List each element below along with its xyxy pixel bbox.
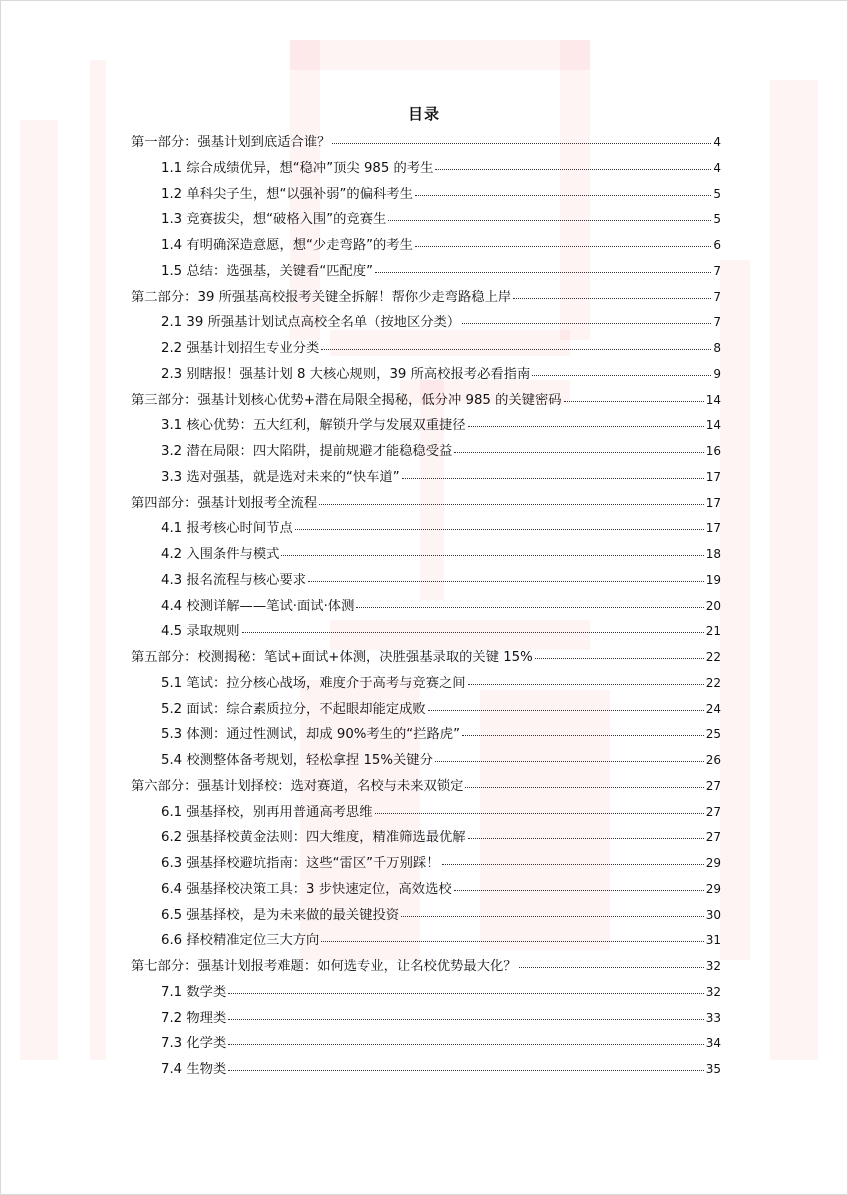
toc-dot-leader xyxy=(519,953,704,968)
toc-entry-title: 5.3 体测：通过性测试，却成 90%考生的“拦路虎” xyxy=(161,727,460,743)
toc-page-number: 25 xyxy=(705,727,721,742)
toc-page-number: 27 xyxy=(705,804,721,819)
toc-page-number: 31 xyxy=(705,933,721,948)
toc-entry-title: 第四部分：强基计划报考全流程 xyxy=(131,495,318,511)
toc-page-number: 9 xyxy=(713,366,721,381)
toc-entry-title: 5.4 校测整体备考规划，轻松拿捏 15%关键分 xyxy=(161,753,433,768)
toc-entry-title: 2.2 强基计划招生专业分类 xyxy=(161,341,320,356)
toc-dot-leader xyxy=(442,850,704,865)
toc-page-number: 19 xyxy=(705,572,721,587)
toc-subsection-entry[interactable] xyxy=(161,543,721,563)
toc-entry-title: 1.4 有明确深造意愿，想“少走弯路”的考生 xyxy=(161,238,413,253)
toc-entry-title: 第六部分：强基计划择校：选对赛道，名校与未来双锁定 xyxy=(131,778,464,794)
toc-dot-leader xyxy=(332,129,711,144)
toc-section-entry[interactable] xyxy=(131,286,721,306)
toc-entry-title: 6.1 强基择校，别再用普通高考思维 xyxy=(161,804,373,820)
toc-dot-leader xyxy=(535,644,704,659)
toc-page-number: 14 xyxy=(705,418,721,433)
toc-subsection-entry[interactable] xyxy=(161,363,721,383)
toc-entry-title: 7.3 化学类 xyxy=(161,1036,227,1052)
toc-dot-leader xyxy=(435,747,704,762)
toc-page-number: 5 xyxy=(713,186,721,201)
toc-dot-leader xyxy=(402,464,704,479)
toc-subsection-entry[interactable] xyxy=(161,620,721,640)
toc-entry-title: 6.5 强基择校，是为未来做的最关键投资 xyxy=(161,907,400,923)
toc-subsection-entry[interactable] xyxy=(161,904,721,924)
toc-dot-leader xyxy=(468,670,704,685)
toc-page-number: 8 xyxy=(713,341,721,355)
toc-dot-leader xyxy=(454,438,703,453)
toc-subsection-entry[interactable] xyxy=(161,440,721,460)
toc-subsection-entry[interactable] xyxy=(161,208,721,228)
toc-dot-leader xyxy=(468,412,704,427)
toc-page-number: 20 xyxy=(705,598,721,613)
toc-subsection-entry[interactable] xyxy=(161,852,721,872)
toc-section-entry[interactable] xyxy=(131,492,721,512)
toc-entry-title: 第一部分：强基计划到底适合谁？ xyxy=(131,135,331,150)
toc-subsection-entry[interactable] xyxy=(161,311,721,331)
toc-dot-leader xyxy=(321,927,703,942)
toc-dot-leader xyxy=(308,567,704,582)
toc-subsection-entry[interactable] xyxy=(161,234,721,254)
toc-subsection-entry[interactable] xyxy=(161,749,721,769)
toc-page-number: 16 xyxy=(705,444,721,458)
toc-page-number: 7 xyxy=(713,289,721,304)
toc-page-number: 22 xyxy=(705,650,721,664)
toc-entry-title: 4.2 入围条件与模式 xyxy=(161,547,280,562)
toc-page-number: 4 xyxy=(713,160,721,175)
toc-entry-title: 3.1 核心优势：五大红利，解锁升学与发展双重捷径 xyxy=(161,418,466,434)
toc-page-number: 32 xyxy=(705,959,721,973)
toc-dot-leader xyxy=(319,490,704,505)
toc-page-number: 4 xyxy=(713,135,721,149)
toc-entry-title: 第七部分：强基计划报考难题：如何选专业，让名校优势最大化？ xyxy=(131,959,517,974)
toc-subsection-entry[interactable] xyxy=(161,414,721,434)
toc-page-number: 29 xyxy=(705,881,721,896)
toc-dot-leader xyxy=(228,1030,703,1045)
toc-page-number: 17 xyxy=(705,469,721,484)
toc-entry-title: 1.2 单科尖子生，想“以强补弱”的偏科考生 xyxy=(161,186,413,202)
toc-section-entry[interactable] xyxy=(131,389,721,409)
toc-entry-title: 4.3 报名流程与核心要求 xyxy=(161,572,307,588)
toc-entry-title: 2.3 别瞎报！强基计划 8 大核心规则，39 所高校报考必看指南 xyxy=(161,366,531,382)
toc-dot-leader xyxy=(375,258,711,273)
toc-dot-leader xyxy=(415,181,711,196)
toc-page-number: 14 xyxy=(705,392,721,407)
toc-page-number: 26 xyxy=(705,753,721,767)
toc-dot-leader xyxy=(375,799,704,814)
toc-page-number: 17 xyxy=(705,495,721,510)
toc-dot-leader xyxy=(428,696,704,711)
toc-entry-title: 3.2 潜在局限：四大陷阱，提前规避才能稳稳受益 xyxy=(161,444,453,459)
toc-subsection-entry[interactable] xyxy=(161,183,721,203)
toc-subsection-entry[interactable] xyxy=(161,1007,721,1027)
toc-dot-leader xyxy=(242,618,704,633)
toc-title: 目录 xyxy=(407,105,440,123)
toc-entry-title: 6.2 强基择校黄金法则：四大维度，精准筛选最优解 xyxy=(161,830,466,846)
toc-page-number: 24 xyxy=(705,701,721,716)
toc-entry-title: 4.5 录取规则 xyxy=(161,624,240,640)
toc-subsection-entry[interactable] xyxy=(161,698,721,718)
toc-page-number: 7 xyxy=(713,315,721,330)
toc-page-number: 33 xyxy=(705,1010,721,1025)
toc-entry-title: 7.1 数学类 xyxy=(161,984,227,1000)
toc-entry-title: 1.5 总结：选强基，关键看“匹配度” xyxy=(161,263,374,279)
toc-dot-leader xyxy=(462,721,704,736)
toc-entry-title: 7.2 物理类 xyxy=(161,1010,227,1026)
toc-subsection-entry[interactable] xyxy=(161,595,721,615)
toc-page-number: 32 xyxy=(705,984,721,999)
toc-subsection-entry[interactable] xyxy=(161,157,721,177)
toc-page-number: 6 xyxy=(713,238,721,252)
toc-page-number: 29 xyxy=(705,856,721,870)
toc-dot-leader xyxy=(281,541,703,556)
toc-page-number: 5 xyxy=(713,212,721,227)
toc-dot-leader xyxy=(454,876,704,891)
toc-subsection-entry[interactable] xyxy=(161,260,721,280)
toc-subsection-entry[interactable] xyxy=(161,466,721,486)
toc-dot-leader xyxy=(401,902,704,917)
toc-section-entry[interactable] xyxy=(131,646,721,666)
toc-entry-title: 6.3 强基择校避坑指南：这些“雷区”千万别踩！ xyxy=(161,856,440,871)
toc-entry-title: 6.4 强基择校决策工具：3 步快速定位，高效选校 xyxy=(161,881,452,897)
toc-dot-leader xyxy=(321,335,711,350)
toc-section-entry[interactable] xyxy=(131,955,721,975)
toc-entry-title: 5.2 面试：综合素质拉分，不起眼却能定成败 xyxy=(161,701,426,717)
toc-section-entry[interactable] xyxy=(131,131,721,151)
toc-entry-title: 第五部分：校测揭秘：笔试+面试+体测，决胜强基录取的关键 15% xyxy=(131,650,533,665)
toc-subsection-entry[interactable] xyxy=(161,1058,721,1078)
toc-subsection-entry[interactable] xyxy=(161,672,721,692)
toc-page-number: 17 xyxy=(705,521,721,536)
toc-dot-leader xyxy=(228,1056,703,1071)
toc-entry-title: 3.3 选对强基，就是选对未来的“快车道” xyxy=(161,469,400,485)
toc-dot-leader xyxy=(468,824,704,839)
toc-entry-title: 1.3 竞赛拔尖，想“破格入围”的竞赛生 xyxy=(161,212,387,228)
toc-subsection-entry[interactable] xyxy=(161,826,721,846)
toc-subsection-entry[interactable] xyxy=(161,337,721,357)
toc-page-number: 21 xyxy=(705,624,721,639)
toc-section-entry[interactable] xyxy=(131,775,721,795)
toc-subsection-entry[interactable] xyxy=(161,569,721,589)
toc-entry-title: 4.4 校测详解——笔试·面试·体测 xyxy=(161,598,355,614)
toc-page-number: 27 xyxy=(705,830,721,845)
toc-dot-leader xyxy=(465,773,703,788)
toc-dot-leader xyxy=(532,361,711,376)
toc-entry-title: 1.1 综合成绩优异，想“稳冲”顶尖 985 的考生 xyxy=(161,160,434,176)
toc-dot-leader xyxy=(435,155,711,170)
toc-dot-leader xyxy=(228,1005,703,1020)
toc-dot-leader xyxy=(564,387,704,402)
toc-entry-title: 4.1 报考核心时间节点 xyxy=(161,521,293,537)
toc-entry-title: 2.1 39 所强基计划试点高校全名单（按地区分类） xyxy=(161,315,461,331)
toc-page-number: 35 xyxy=(705,1062,721,1076)
toc-dot-leader xyxy=(462,309,711,324)
toc-subsection-entry[interactable] xyxy=(161,801,721,821)
toc-entry-title: 5.1 笔试：拉分核心战场，难度介于高考与竞赛之间 xyxy=(161,675,466,691)
toc-entry-title: 6.6 择校精准定位三大方向 xyxy=(161,933,320,949)
toc-subsection-entry[interactable] xyxy=(161,981,721,1001)
toc-page-number: 30 xyxy=(705,907,721,922)
toc-page-number: 18 xyxy=(705,547,721,561)
toc-dot-leader xyxy=(295,515,704,530)
toc-subsection-entry[interactable] xyxy=(161,1032,721,1052)
toc-entry-title: 第三部分：强基计划核心优势+潜在局限全揭秘，低分冲 985 的关键密码 xyxy=(131,392,562,408)
toc-dot-leader xyxy=(228,979,703,994)
toc-page-number: 22 xyxy=(705,675,721,690)
toc-page-number: 7 xyxy=(713,263,721,278)
toc-subsection-entry[interactable] xyxy=(161,929,721,949)
toc-dot-leader xyxy=(415,232,711,247)
toc-dot-leader xyxy=(356,593,703,608)
toc-dot-leader xyxy=(388,206,711,221)
toc-entry-title: 第二部分：39 所强基高校报考关键全拆解！帮你少走弯路稳上岸 xyxy=(131,289,512,305)
toc-dot-leader xyxy=(513,284,711,299)
toc-page-number: 34 xyxy=(705,1036,721,1051)
toc-subsection-entry[interactable] xyxy=(161,878,721,898)
toc-entry-title: 7.4 生物类 xyxy=(161,1062,227,1077)
toc-subsection-entry[interactable] xyxy=(161,723,721,743)
toc-page-number: 27 xyxy=(705,778,721,793)
toc-subsection-entry[interactable] xyxy=(161,517,721,537)
